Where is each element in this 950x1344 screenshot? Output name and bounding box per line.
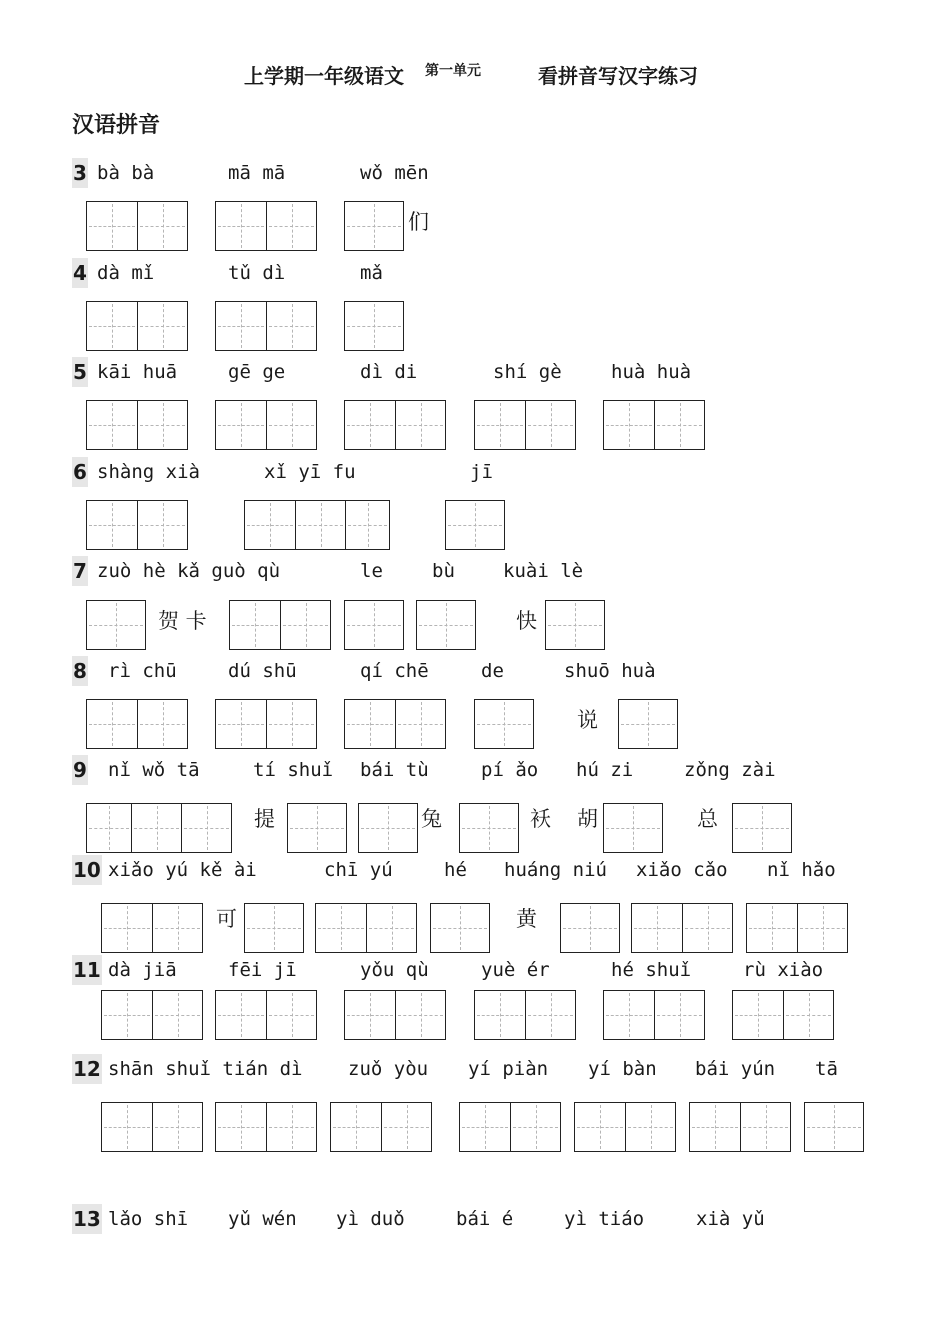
pinyin: huáng niú — [504, 859, 607, 881]
writing-grid[interactable] — [344, 990, 446, 1040]
title-subject: 看拼音写汉字练习 — [538, 64, 698, 88]
writing-grid[interactable] — [416, 600, 476, 650]
writing-grid[interactable] — [344, 600, 404, 650]
writing-grid[interactable] — [474, 699, 534, 749]
pinyin: kuài lè — [503, 560, 584, 582]
given-character: 总 — [697, 807, 718, 831]
given-character: 提 — [254, 807, 275, 831]
pinyin: wǒ mēn — [360, 162, 429, 184]
writing-grid[interactable] — [459, 803, 519, 853]
pinyin: mǎ — [360, 262, 383, 284]
writing-grid[interactable] — [101, 1102, 203, 1152]
exercise-number: 10 — [72, 855, 102, 885]
exercise-number: 3 — [72, 158, 88, 188]
exercise-number: 13 — [72, 1204, 102, 1234]
pinyin: rù xiào — [743, 959, 824, 981]
pinyin: shí gè — [493, 361, 562, 383]
pinyin: zuò hè kǎ guò qù — [97, 560, 281, 582]
given-character: 们 — [408, 210, 429, 234]
writing-grid[interactable] — [603, 990, 705, 1040]
writing-grid[interactable] — [732, 990, 834, 1040]
writing-grid[interactable] — [86, 301, 188, 351]
writing-grid[interactable] — [244, 903, 304, 953]
pinyin: rì chū — [108, 660, 177, 682]
writing-grid[interactable] — [631, 903, 733, 953]
pinyin: yí bàn — [588, 1058, 657, 1080]
exercise-number: 7 — [72, 556, 88, 586]
exercise-number: 4 — [72, 258, 88, 288]
pinyin: shuō huà — [564, 660, 656, 682]
writing-grid[interactable] — [315, 903, 417, 953]
writing-grid[interactable] — [603, 400, 705, 450]
pinyin: kāi huā — [97, 361, 178, 383]
title-unit: 第一单元 — [425, 63, 481, 79]
given-character: 可 — [216, 907, 237, 931]
pinyin: pí ǎo — [481, 759, 539, 781]
pinyin: yì tiáo — [564, 1208, 645, 1230]
writing-grid[interactable] — [101, 903, 203, 953]
pinyin: le — [360, 560, 383, 582]
page-title — [0, 58, 950, 90]
given-character: 贺 卡 — [158, 609, 207, 633]
pinyin: bái é — [456, 1208, 514, 1230]
exercise-number: 12 — [72, 1054, 102, 1084]
writing-grid[interactable] — [603, 803, 663, 853]
writing-grid[interactable] — [430, 903, 490, 953]
pinyin: yì duǒ — [336, 1208, 405, 1230]
pinyin: lǎo shī — [108, 1208, 189, 1230]
writing-grid[interactable] — [804, 1102, 864, 1152]
writing-grid[interactable] — [344, 699, 446, 749]
section-heading: 汉语拼音 — [72, 113, 161, 138]
pinyin: yǒu qù — [360, 959, 429, 981]
pinyin: nǐ wǒ tā — [108, 759, 200, 781]
pinyin: shàng xià — [97, 461, 200, 483]
writing-grid[interactable] — [459, 1102, 561, 1152]
pinyin: qí chē — [360, 660, 429, 682]
writing-grid[interactable] — [474, 400, 576, 450]
pinyin: bái tù — [360, 759, 429, 781]
writing-grid[interactable] — [689, 1102, 791, 1152]
writing-grid[interactable] — [86, 600, 146, 650]
pinyin: xiǎo cǎo — [636, 859, 728, 881]
pinyin: zuǒ yòu — [348, 1058, 429, 1080]
pinyin: mā mā — [228, 162, 286, 184]
pinyin: dà jiā — [108, 959, 177, 981]
writing-grid[interactable] — [101, 990, 203, 1040]
writing-grid[interactable] — [746, 903, 848, 953]
writing-grid[interactable] — [215, 699, 317, 749]
pinyin: tǔ dì — [228, 262, 286, 284]
pinyin: gē ge — [228, 361, 286, 383]
writing-grid[interactable] — [215, 201, 317, 251]
pinyin: fēi jī — [228, 959, 297, 981]
pinyin: xià yǔ — [696, 1208, 765, 1230]
pinyin: hú zi — [576, 759, 634, 781]
pinyin: bù — [432, 560, 455, 582]
writing-grid[interactable] — [545, 600, 605, 650]
writing-grid[interactable] — [574, 1102, 676, 1152]
exercise-number: 8 — [72, 656, 88, 686]
writing-grid[interactable] — [229, 600, 331, 650]
pinyin: yí piàn — [468, 1058, 549, 1080]
pinyin: hé — [444, 859, 467, 881]
writing-grid[interactable] — [330, 1102, 432, 1152]
writing-grid[interactable] — [618, 699, 678, 749]
writing-grid[interactable] — [732, 803, 792, 853]
writing-grid[interactable] — [445, 500, 505, 550]
given-character: 胡 — [577, 807, 598, 831]
given-character: 袄 — [530, 807, 551, 831]
pinyin: chī yú — [324, 859, 393, 881]
pinyin: tí shuǐ — [253, 759, 334, 781]
writing-grid[interactable] — [287, 803, 347, 853]
pinyin: shān shuǐ tián dì — [108, 1058, 303, 1080]
pinyin: yǔ wén — [228, 1208, 297, 1230]
pinyin: dì di — [360, 361, 418, 383]
title-main: 上学期一年级语文 — [244, 64, 404, 88]
given-character: 兔 — [421, 807, 442, 831]
given-character: 黄 — [516, 907, 537, 931]
writing-grid[interactable] — [344, 201, 404, 251]
pinyin: xiǎo yú kě ài — [108, 859, 257, 881]
writing-grid[interactable] — [86, 699, 188, 749]
pinyin: yuè ér — [481, 959, 550, 981]
pinyin: zǒng zài — [684, 759, 776, 781]
pinyin: de — [481, 660, 504, 682]
writing-grid[interactable] — [215, 1102, 317, 1152]
pinyin: jī — [470, 461, 493, 483]
writing-grid[interactable] — [86, 803, 232, 853]
writing-grid[interactable] — [86, 400, 188, 450]
writing-grid[interactable] — [560, 903, 620, 953]
given-character: 快 — [516, 609, 537, 633]
pinyin: xǐ yī fu — [264, 461, 356, 483]
writing-grid[interactable] — [215, 400, 317, 450]
writing-grid[interactable] — [215, 301, 317, 351]
exercise-number: 9 — [72, 755, 88, 785]
pinyin: dú shū — [228, 660, 297, 682]
writing-grid[interactable] — [344, 400, 446, 450]
writing-grid[interactable] — [86, 500, 188, 550]
pinyin: huà huà — [611, 361, 692, 383]
writing-grid[interactable] — [86, 201, 188, 251]
pinyin: dà mǐ — [97, 262, 155, 284]
exercise-number: 11 — [72, 955, 102, 985]
pinyin: hé shuǐ — [611, 959, 692, 981]
pinyin: nǐ hǎo — [767, 859, 836, 881]
exercise-number: 5 — [72, 357, 88, 387]
writing-grid[interactable] — [244, 500, 390, 550]
writing-grid[interactable] — [215, 990, 317, 1040]
exercise-number: 6 — [72, 457, 88, 487]
given-character: 说 — [577, 708, 598, 732]
writing-grid[interactable] — [474, 990, 576, 1040]
writing-grid[interactable] — [344, 301, 404, 351]
pinyin: tā — [815, 1058, 838, 1080]
writing-grid[interactable] — [358, 803, 418, 853]
pinyin: bà bà — [97, 162, 155, 184]
pinyin: bái yún — [695, 1058, 776, 1080]
